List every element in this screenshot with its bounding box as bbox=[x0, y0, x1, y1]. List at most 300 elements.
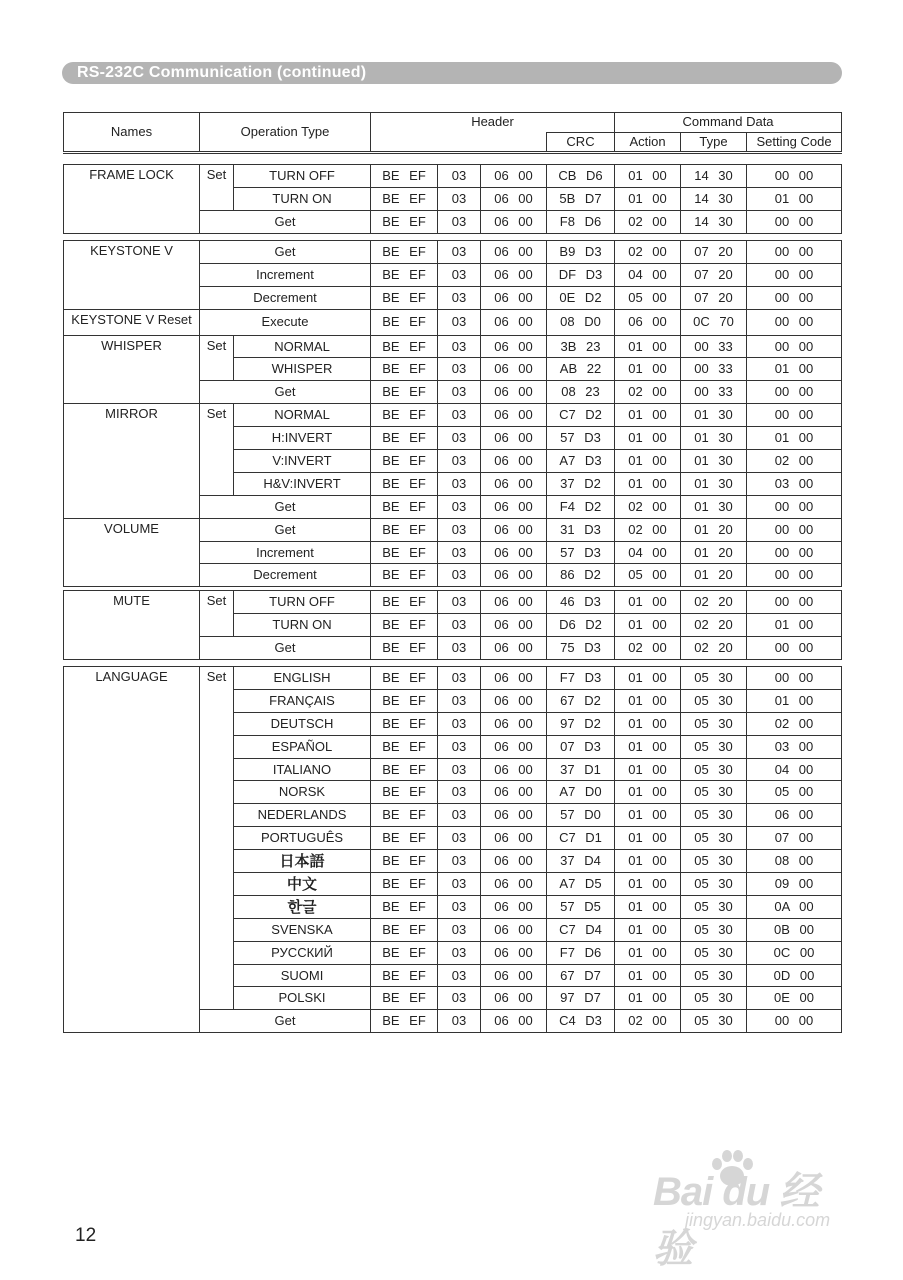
type-value: 07 20 bbox=[681, 263, 747, 286]
header-code: 06 00 bbox=[481, 241, 547, 264]
header-bytes: BE EF bbox=[371, 827, 438, 850]
action-value: 01 00 bbox=[615, 358, 681, 381]
operation-type: Execute bbox=[200, 309, 371, 335]
operation-type: ITALIANO bbox=[234, 758, 371, 781]
header-code: 06 00 bbox=[481, 781, 547, 804]
setting-code-value: 01 00 bbox=[747, 187, 842, 210]
action-value: 01 00 bbox=[615, 472, 681, 495]
header-bytes: BE EF bbox=[371, 450, 438, 473]
operation-type: FRANÇAIS bbox=[234, 689, 371, 712]
setting-code-value: 00 00 bbox=[747, 1010, 842, 1033]
set-label: Set bbox=[200, 591, 234, 637]
type-value: 05 30 bbox=[681, 895, 747, 918]
crc-value: 08 23 bbox=[547, 381, 615, 404]
type-value: 05 30 bbox=[681, 804, 747, 827]
setting-code-value: 00 00 bbox=[747, 263, 842, 286]
crc-value: C7 D1 bbox=[547, 827, 615, 850]
command-table-language bbox=[63, 666, 842, 1033]
header-bytes: BE EF bbox=[371, 987, 438, 1010]
header-length: 03 bbox=[438, 495, 481, 518]
section-title: RS-232C Communication (continued) bbox=[77, 64, 367, 81]
header-code: 06 00 bbox=[481, 518, 547, 541]
crc-header: CRC bbox=[547, 132, 615, 153]
operation-type: Get bbox=[200, 636, 371, 659]
crc-value: 97 D2 bbox=[547, 712, 615, 735]
operation-type: 中文 bbox=[234, 873, 371, 896]
crc-value: 31 D3 bbox=[547, 518, 615, 541]
action-value: 05 00 bbox=[615, 286, 681, 309]
setting-code-value: 04 00 bbox=[747, 758, 842, 781]
header-length: 03 bbox=[438, 804, 481, 827]
operation-type: NEDERLANDS bbox=[234, 804, 371, 827]
action-value: 01 00 bbox=[615, 335, 681, 358]
table-row bbox=[64, 591, 842, 614]
header-code: 06 00 bbox=[481, 735, 547, 758]
header-code: 06 00 bbox=[481, 286, 547, 309]
header-code: 06 00 bbox=[481, 495, 547, 518]
crc-value: 86 D2 bbox=[547, 564, 615, 587]
header-bytes: BE EF bbox=[371, 941, 438, 964]
action-value: 04 00 bbox=[615, 541, 681, 564]
setting-code-value: 00 00 bbox=[747, 636, 842, 659]
operation-type: H&V:INVERT bbox=[234, 472, 371, 495]
action-value: 01 00 bbox=[615, 987, 681, 1010]
header-length: 03 bbox=[438, 358, 481, 381]
header-length: 03 bbox=[438, 286, 481, 309]
action-value: 06 00 bbox=[615, 309, 681, 335]
header-length: 03 bbox=[438, 210, 481, 233]
crc-value: A7 D3 bbox=[547, 450, 615, 473]
header-length: 03 bbox=[438, 873, 481, 896]
crc-value: F4 D2 bbox=[547, 495, 615, 518]
header-code: 06 00 bbox=[481, 472, 547, 495]
crc-value: 37 D4 bbox=[547, 850, 615, 873]
header-length: 03 bbox=[438, 165, 481, 188]
header-bytes: BE EF bbox=[371, 636, 438, 659]
header-code: 06 00 bbox=[481, 427, 547, 450]
command-table-mute bbox=[63, 590, 842, 660]
setting-code-value: 02 00 bbox=[747, 450, 842, 473]
watermark-brand: Bai du 经验 bbox=[653, 1170, 819, 1271]
header-header: Header bbox=[371, 113, 615, 133]
setting-code-value: 0C 00 bbox=[747, 941, 842, 964]
operation-type: Get bbox=[200, 1010, 371, 1033]
header-bytes: BE EF bbox=[371, 850, 438, 873]
setting-code-value: 0D 00 bbox=[747, 964, 842, 987]
operation-type: TURN OFF bbox=[234, 165, 371, 188]
command-name: FRAME LOCK bbox=[64, 165, 200, 234]
type-value: 02 20 bbox=[681, 636, 747, 659]
header-code: 06 00 bbox=[481, 758, 547, 781]
operation-type: POLSKI bbox=[234, 987, 371, 1010]
header-code: 06 00 bbox=[481, 667, 547, 690]
header-bytes: BE EF bbox=[371, 541, 438, 564]
header-length: 03 bbox=[438, 895, 481, 918]
header-bytes: BE EF bbox=[371, 895, 438, 918]
setting-code-value: 01 00 bbox=[747, 358, 842, 381]
action-value: 01 00 bbox=[615, 735, 681, 758]
header-code: 06 00 bbox=[481, 850, 547, 873]
operation-type: SUOMI bbox=[234, 964, 371, 987]
crc-value: 57 D3 bbox=[547, 541, 615, 564]
operation-type: WHISPER bbox=[234, 358, 371, 381]
crc-value: C4 D3 bbox=[547, 1010, 615, 1033]
operation-type: TURN ON bbox=[234, 187, 371, 210]
set-label: Set bbox=[200, 335, 234, 381]
set-label: Set bbox=[200, 667, 234, 1010]
header-code: 06 00 bbox=[481, 404, 547, 427]
type-value: 05 30 bbox=[681, 689, 747, 712]
type-value: 14 30 bbox=[681, 165, 747, 188]
header-length: 03 bbox=[438, 472, 481, 495]
header-code: 06 00 bbox=[481, 450, 547, 473]
type-value: 05 30 bbox=[681, 712, 747, 735]
header-code: 06 00 bbox=[481, 309, 547, 335]
header-bytes: BE EF bbox=[371, 381, 438, 404]
type-value: 05 30 bbox=[681, 964, 747, 987]
header-length: 03 bbox=[438, 987, 481, 1010]
operation-type: NORMAL bbox=[234, 404, 371, 427]
operation-type: SVENSKA bbox=[234, 918, 371, 941]
header-length: 03 bbox=[438, 263, 481, 286]
crc-value: AB 22 bbox=[547, 358, 615, 381]
setting-code-value: 03 00 bbox=[747, 735, 842, 758]
crc-value: F7 D6 bbox=[547, 941, 615, 964]
operation-type: Get bbox=[200, 241, 371, 264]
header-bytes: BE EF bbox=[371, 518, 438, 541]
setting-code-value: 07 00 bbox=[747, 827, 842, 850]
type-value: 0C 70 bbox=[681, 309, 747, 335]
action-value: 01 00 bbox=[615, 827, 681, 850]
crc-value: DF D3 bbox=[547, 263, 615, 286]
header-bytes: BE EF bbox=[371, 804, 438, 827]
setting-code-value: 09 00 bbox=[747, 873, 842, 896]
type-value: 05 30 bbox=[681, 941, 747, 964]
operation-type: Get bbox=[200, 518, 371, 541]
header-bytes: BE EF bbox=[371, 165, 438, 188]
header-code: 06 00 bbox=[481, 712, 547, 735]
table-row bbox=[64, 404, 842, 427]
operation-type: DEUTSCH bbox=[234, 712, 371, 735]
header-code: 06 00 bbox=[481, 335, 547, 358]
header-code: 06 00 bbox=[481, 591, 547, 614]
setting-code-value: 01 00 bbox=[747, 689, 842, 712]
type-value: 05 30 bbox=[681, 850, 747, 873]
header-length: 03 bbox=[438, 827, 481, 850]
type-value: 01 30 bbox=[681, 472, 747, 495]
type-value: 07 20 bbox=[681, 241, 747, 264]
header-length: 03 bbox=[438, 712, 481, 735]
header-bytes: BE EF bbox=[371, 613, 438, 636]
operation-type: TURN OFF bbox=[234, 591, 371, 614]
header-length: 03 bbox=[438, 850, 481, 873]
set-label: Set bbox=[200, 404, 234, 496]
action-value: 01 00 bbox=[615, 165, 681, 188]
header-length: 03 bbox=[438, 564, 481, 587]
action-value: 01 00 bbox=[615, 804, 681, 827]
action-value: 02 00 bbox=[615, 495, 681, 518]
action-value: 01 00 bbox=[615, 613, 681, 636]
header-code: 06 00 bbox=[481, 165, 547, 188]
header-length: 03 bbox=[438, 309, 481, 335]
header-length: 03 bbox=[438, 591, 481, 614]
action-value: 01 00 bbox=[615, 712, 681, 735]
type-value: 01 30 bbox=[681, 427, 747, 450]
setting-code-value: 00 00 bbox=[747, 564, 842, 587]
operation-type: Increment bbox=[200, 541, 371, 564]
setting-code-value: 06 00 bbox=[747, 804, 842, 827]
operation-type: PORTUGUÊS bbox=[234, 827, 371, 850]
header-bytes: BE EF bbox=[371, 309, 438, 335]
header-bytes: BE EF bbox=[371, 495, 438, 518]
header-bytes: BE EF bbox=[371, 241, 438, 264]
header-length: 03 bbox=[438, 335, 481, 358]
action-value: 01 00 bbox=[615, 591, 681, 614]
setting-code-value: 0E 00 bbox=[747, 987, 842, 1010]
watermark-url: jingyan.baidu.com bbox=[685, 1210, 831, 1230]
action-value: 01 00 bbox=[615, 404, 681, 427]
type-value: 05 30 bbox=[681, 667, 747, 690]
setting-code-value: 00 00 bbox=[747, 404, 842, 427]
header-code: 06 00 bbox=[481, 210, 547, 233]
operation-type: NORSK bbox=[234, 781, 371, 804]
operation-type: Decrement bbox=[200, 286, 371, 309]
header-code: 06 00 bbox=[481, 381, 547, 404]
crc-value: C7 D2 bbox=[547, 404, 615, 427]
operation-type: Get bbox=[200, 210, 371, 233]
crc-value: C7 D4 bbox=[547, 918, 615, 941]
header-code: 06 00 bbox=[481, 987, 547, 1010]
header-code: 06 00 bbox=[481, 263, 547, 286]
header-bytes: BE EF bbox=[371, 918, 438, 941]
crc-value: 57 D5 bbox=[547, 895, 615, 918]
action-header: Action bbox=[615, 132, 681, 153]
operation-type: Get bbox=[200, 495, 371, 518]
header-code: 06 00 bbox=[481, 689, 547, 712]
type-value: 00 33 bbox=[681, 358, 747, 381]
setting-code-value: 00 00 bbox=[747, 165, 842, 188]
operation-type: ENGLISH bbox=[234, 667, 371, 690]
section-title-bar bbox=[62, 62, 842, 84]
action-value: 01 00 bbox=[615, 895, 681, 918]
setting-code-value: 08 00 bbox=[747, 850, 842, 873]
action-value: 01 00 bbox=[615, 964, 681, 987]
command-name: VOLUME bbox=[64, 518, 200, 587]
command-name: KEYSTONE V Reset bbox=[64, 309, 200, 335]
setting-code-value: 01 00 bbox=[747, 613, 842, 636]
crc-value: 57 D3 bbox=[547, 427, 615, 450]
action-value: 01 00 bbox=[615, 689, 681, 712]
operation-type: Increment bbox=[200, 263, 371, 286]
command-table-frame-lock bbox=[63, 164, 842, 234]
header-code: 06 00 bbox=[481, 964, 547, 987]
watermark bbox=[643, 1150, 843, 1271]
header-bytes: BE EF bbox=[371, 564, 438, 587]
crc-value: 5B D7 bbox=[547, 187, 615, 210]
header-bytes: BE EF bbox=[371, 964, 438, 987]
setting-code-value: 00 00 bbox=[747, 335, 842, 358]
action-value: 01 00 bbox=[615, 450, 681, 473]
setting-code-value: 05 00 bbox=[747, 781, 842, 804]
header-bytes: BE EF bbox=[371, 873, 438, 896]
operation-type: РУССКИЙ bbox=[234, 941, 371, 964]
table-row bbox=[64, 335, 842, 358]
action-value: 01 00 bbox=[615, 758, 681, 781]
header-bytes: BE EF bbox=[371, 781, 438, 804]
command-data-header: Command Data bbox=[615, 113, 842, 133]
action-value: 02 00 bbox=[615, 210, 681, 233]
header-code: 06 00 bbox=[481, 358, 547, 381]
header-code: 06 00 bbox=[481, 827, 547, 850]
header-bytes: BE EF bbox=[371, 187, 438, 210]
type-value: 00 33 bbox=[681, 381, 747, 404]
setting-code-value: 00 00 bbox=[747, 518, 842, 541]
header-length: 03 bbox=[438, 667, 481, 690]
header-length: 03 bbox=[438, 689, 481, 712]
header-code: 06 00 bbox=[481, 804, 547, 827]
setting-code-value: 02 00 bbox=[747, 712, 842, 735]
setting-code-value: 01 00 bbox=[747, 427, 842, 450]
action-value: 05 00 bbox=[615, 564, 681, 587]
setting-code-value: 0A 00 bbox=[747, 895, 842, 918]
header-length: 03 bbox=[438, 541, 481, 564]
header-bytes: BE EF bbox=[371, 689, 438, 712]
operation-type: ESPAÑOL bbox=[234, 735, 371, 758]
operation-type: TURN ON bbox=[234, 613, 371, 636]
action-value: 02 00 bbox=[615, 381, 681, 404]
header-bytes: BE EF bbox=[371, 712, 438, 735]
header-spacer bbox=[371, 132, 547, 153]
crc-value: 75 D3 bbox=[547, 636, 615, 659]
header-bytes: BE EF bbox=[371, 358, 438, 381]
header-code: 06 00 bbox=[481, 613, 547, 636]
setting-code-value: 00 00 bbox=[747, 667, 842, 690]
header-bytes: BE EF bbox=[371, 210, 438, 233]
header-length: 03 bbox=[438, 450, 481, 473]
crc-value: F7 D3 bbox=[547, 667, 615, 690]
header-length: 03 bbox=[438, 187, 481, 210]
setting-code-value: 00 00 bbox=[747, 591, 842, 614]
type-value: 05 30 bbox=[681, 735, 747, 758]
operation-type: 日本語 bbox=[234, 850, 371, 873]
crc-value: 67 D2 bbox=[547, 689, 615, 712]
operation-type: Decrement bbox=[200, 564, 371, 587]
table-row bbox=[64, 667, 842, 690]
setting-code-header: Setting Code bbox=[747, 132, 842, 153]
crc-value: 08 D0 bbox=[547, 309, 615, 335]
type-value: 01 20 bbox=[681, 518, 747, 541]
crc-value: F8 D6 bbox=[547, 210, 615, 233]
header-code: 06 00 bbox=[481, 918, 547, 941]
type-value: 05 30 bbox=[681, 918, 747, 941]
setting-code-value: 00 00 bbox=[747, 241, 842, 264]
action-value: 01 00 bbox=[615, 781, 681, 804]
setting-code-value: 0B 00 bbox=[747, 918, 842, 941]
action-value: 01 00 bbox=[615, 941, 681, 964]
command-name: KEYSTONE V bbox=[64, 241, 200, 310]
type-value: 05 30 bbox=[681, 827, 747, 850]
header-length: 03 bbox=[438, 735, 481, 758]
crc-value: 0E D2 bbox=[547, 286, 615, 309]
header-length: 03 bbox=[438, 613, 481, 636]
crc-value: CB D6 bbox=[547, 165, 615, 188]
header-length: 03 bbox=[438, 427, 481, 450]
type-value: 05 30 bbox=[681, 1010, 747, 1033]
header-length: 03 bbox=[438, 964, 481, 987]
header-length: 03 bbox=[438, 781, 481, 804]
header-length: 03 bbox=[438, 918, 481, 941]
type-value: 07 20 bbox=[681, 286, 747, 309]
type-value: 01 20 bbox=[681, 541, 747, 564]
type-header: Type bbox=[681, 132, 747, 153]
operation-type: Get bbox=[200, 381, 371, 404]
crc-value: D6 D2 bbox=[547, 613, 615, 636]
action-value: 02 00 bbox=[615, 518, 681, 541]
type-value: 01 30 bbox=[681, 450, 747, 473]
type-value: 01 30 bbox=[681, 495, 747, 518]
action-value: 01 00 bbox=[615, 667, 681, 690]
crc-value: A7 D5 bbox=[547, 873, 615, 896]
header-bytes: BE EF bbox=[371, 335, 438, 358]
setting-code-value: 00 00 bbox=[747, 286, 842, 309]
header-code: 06 00 bbox=[481, 187, 547, 210]
header-code: 06 00 bbox=[481, 564, 547, 587]
header-length: 03 bbox=[438, 636, 481, 659]
command-name: WHISPER bbox=[64, 335, 200, 404]
header-code: 06 00 bbox=[481, 636, 547, 659]
header-length: 03 bbox=[438, 381, 481, 404]
action-value: 01 00 bbox=[615, 873, 681, 896]
header-length: 03 bbox=[438, 758, 481, 781]
table-row bbox=[64, 165, 842, 188]
type-value: 14 30 bbox=[681, 187, 747, 210]
crc-value: 37 D1 bbox=[547, 758, 615, 781]
type-value: 05 30 bbox=[681, 987, 747, 1010]
header-code: 06 00 bbox=[481, 541, 547, 564]
header-code: 06 00 bbox=[481, 873, 547, 896]
header-length: 03 bbox=[438, 941, 481, 964]
names-header: Names bbox=[64, 113, 200, 153]
table-row bbox=[64, 518, 842, 541]
header-length: 03 bbox=[438, 518, 481, 541]
header-length: 03 bbox=[438, 404, 481, 427]
type-value: 05 30 bbox=[681, 873, 747, 896]
header-length: 03 bbox=[438, 241, 481, 264]
command-name: LANGUAGE bbox=[64, 667, 200, 1033]
action-value: 02 00 bbox=[615, 636, 681, 659]
crc-value: B9 D3 bbox=[547, 241, 615, 264]
type-value: 05 30 bbox=[681, 781, 747, 804]
action-value: 04 00 bbox=[615, 263, 681, 286]
operation-type: NORMAL bbox=[234, 335, 371, 358]
action-value: 01 00 bbox=[615, 187, 681, 210]
command-table-keystone-mirror-volume bbox=[63, 240, 842, 587]
type-value: 14 30 bbox=[681, 210, 747, 233]
action-value: 02 00 bbox=[615, 1010, 681, 1033]
crc-value: 46 D3 bbox=[547, 591, 615, 614]
header-bytes: BE EF bbox=[371, 1010, 438, 1033]
header-code: 06 00 bbox=[481, 1010, 547, 1033]
crc-value: 07 D3 bbox=[547, 735, 615, 758]
header-bytes: BE EF bbox=[371, 472, 438, 495]
header-bytes: BE EF bbox=[371, 667, 438, 690]
action-value: 01 00 bbox=[615, 850, 681, 873]
type-value: 05 30 bbox=[681, 758, 747, 781]
setting-code-value: 00 00 bbox=[747, 541, 842, 564]
setting-code-value: 00 00 bbox=[747, 210, 842, 233]
table-row bbox=[64, 241, 842, 264]
crc-value: 97 D7 bbox=[547, 987, 615, 1010]
